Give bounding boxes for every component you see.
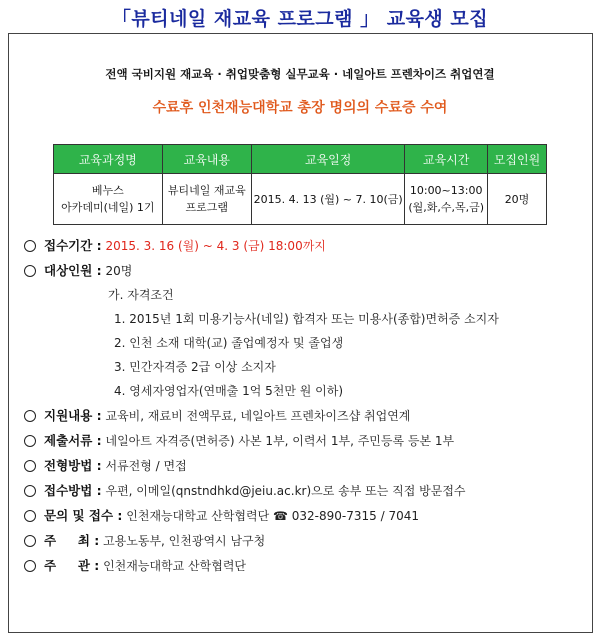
- page-title: 「뷰티네일 재교육 프로그램 」 교육생 모집: [111, 8, 489, 30]
- circle-bullet-icon: [24, 485, 36, 497]
- conditions-heading: 가. 자격조건: [108, 288, 174, 302]
- target-value: 20명: [105, 264, 133, 278]
- time-line-1: 10:00~13:00: [409, 184, 483, 197]
- host-value: 고용노동부, 인천광역시 남구청: [103, 534, 266, 548]
- cell-schedule: 2015. 4. 13 (월) ~ 7. 10(금): [252, 174, 405, 225]
- list-item-period: [24, 233, 584, 258]
- selection-value: 서류전형 / 면접: [105, 459, 187, 473]
- header-course: 교육과정명: [54, 145, 163, 174]
- list-item-contact: [24, 503, 584, 528]
- certificate-highlight: 수료후 인천재능대학교 총장 명의의 수료증 수여: [152, 100, 448, 116]
- method-label: 접수방법 :: [44, 483, 102, 498]
- cell-time: [405, 174, 488, 225]
- circle-bullet-icon: [24, 560, 36, 572]
- phone-number: ☎ 032-890-7315 / 7041: [273, 509, 419, 523]
- circle-bullet-icon: [24, 410, 36, 422]
- contact-value: 인천재능대학교 산학협력단: [126, 509, 270, 523]
- course-table: [53, 144, 547, 225]
- host-label: 주 최 :: [44, 533, 100, 548]
- list-item-method: [24, 478, 584, 503]
- period-label: 접수기간 :: [44, 238, 102, 253]
- contact-label: 문의 및 접수 :: [44, 508, 123, 523]
- method-value-after: )으로 송부 또는 직접 방문접수: [306, 484, 466, 498]
- condition-item-1: 1. 2015년 1회 미용기능사(네일) 합격자 또는 미용사(종합)면허증 소지자: [114, 312, 499, 326]
- header-time: 교육시간: [405, 145, 488, 174]
- circle-bullet-icon: [24, 265, 36, 277]
- table-header-row: [54, 145, 547, 174]
- condition-item-3: 3. 민간자격증 2급 이상 소지자: [114, 360, 276, 374]
- circle-bullet-icon: [24, 460, 36, 472]
- list-item-organizer: [24, 553, 584, 578]
- list-item-selection: [24, 453, 584, 478]
- condition-item-4: 4. 영세자영업자(연매출 1억 5천만 원 이하): [114, 384, 344, 398]
- list-item-documents: [24, 428, 584, 453]
- organizer-label: 주 관 :: [44, 558, 100, 573]
- header-schedule: 교육일정: [252, 145, 405, 174]
- circle-bullet-icon: [24, 435, 36, 447]
- circle-bullet-icon: [24, 510, 36, 522]
- selection-label: 전형방법 :: [44, 458, 102, 473]
- support-label: 지원내용 :: [44, 408, 102, 423]
- content-line-1: 뷰티네일 재교육: [167, 184, 246, 197]
- time-line-2: (월,화,수,목,금): [408, 201, 485, 214]
- list-item-host: [24, 528, 584, 553]
- content-line-2: 프로그램: [185, 201, 229, 214]
- details-list: [24, 233, 584, 578]
- table-row: [54, 174, 547, 225]
- documents-label: 제출서류 :: [44, 433, 102, 448]
- cell-course: [54, 174, 163, 225]
- list-item-support: [24, 403, 584, 428]
- circle-bullet-icon: [24, 240, 36, 252]
- support-value: 교육비, 재료비 전액무료, 네일아트 프렌차이즈샵 취업연계: [105, 409, 411, 423]
- cell-count: 20명: [488, 174, 547, 225]
- course-line-2: 아카데미(네일) 1기: [61, 201, 155, 214]
- method-value-before: 우편, 이메일(: [105, 484, 176, 498]
- target-label: 대상인원 :: [44, 263, 102, 278]
- header-content: 교육내용: [162, 145, 251, 174]
- condition-item-2: 2. 인천 소재 대학(교) 졸업예정자 및 졸업생: [114, 336, 344, 350]
- period-value: 2015. 3. 16 (월) ~ 4. 3 (금) 18:00까지: [105, 239, 326, 253]
- header-count: 모집인원: [488, 145, 547, 174]
- email-link[interactable]: qnstndhkd@jeiu.ac.kr: [175, 484, 307, 498]
- cell-content: [162, 174, 251, 225]
- circle-bullet-icon: [24, 535, 36, 547]
- organizer-value: 인천재능대학교 산학협력단: [103, 559, 247, 573]
- course-line-1: 베누스: [91, 184, 124, 197]
- subtitle: 전액 국비지원 재교육 · 취업맞춤형 실무교육 · 네일아트 프렌차이즈 취업연결: [105, 67, 495, 81]
- documents-value: 네일아트 자격증(면허증) 사본 1부, 이력서 1부, 주민등록 등본 1부: [105, 434, 455, 448]
- list-item-target: [24, 258, 584, 283]
